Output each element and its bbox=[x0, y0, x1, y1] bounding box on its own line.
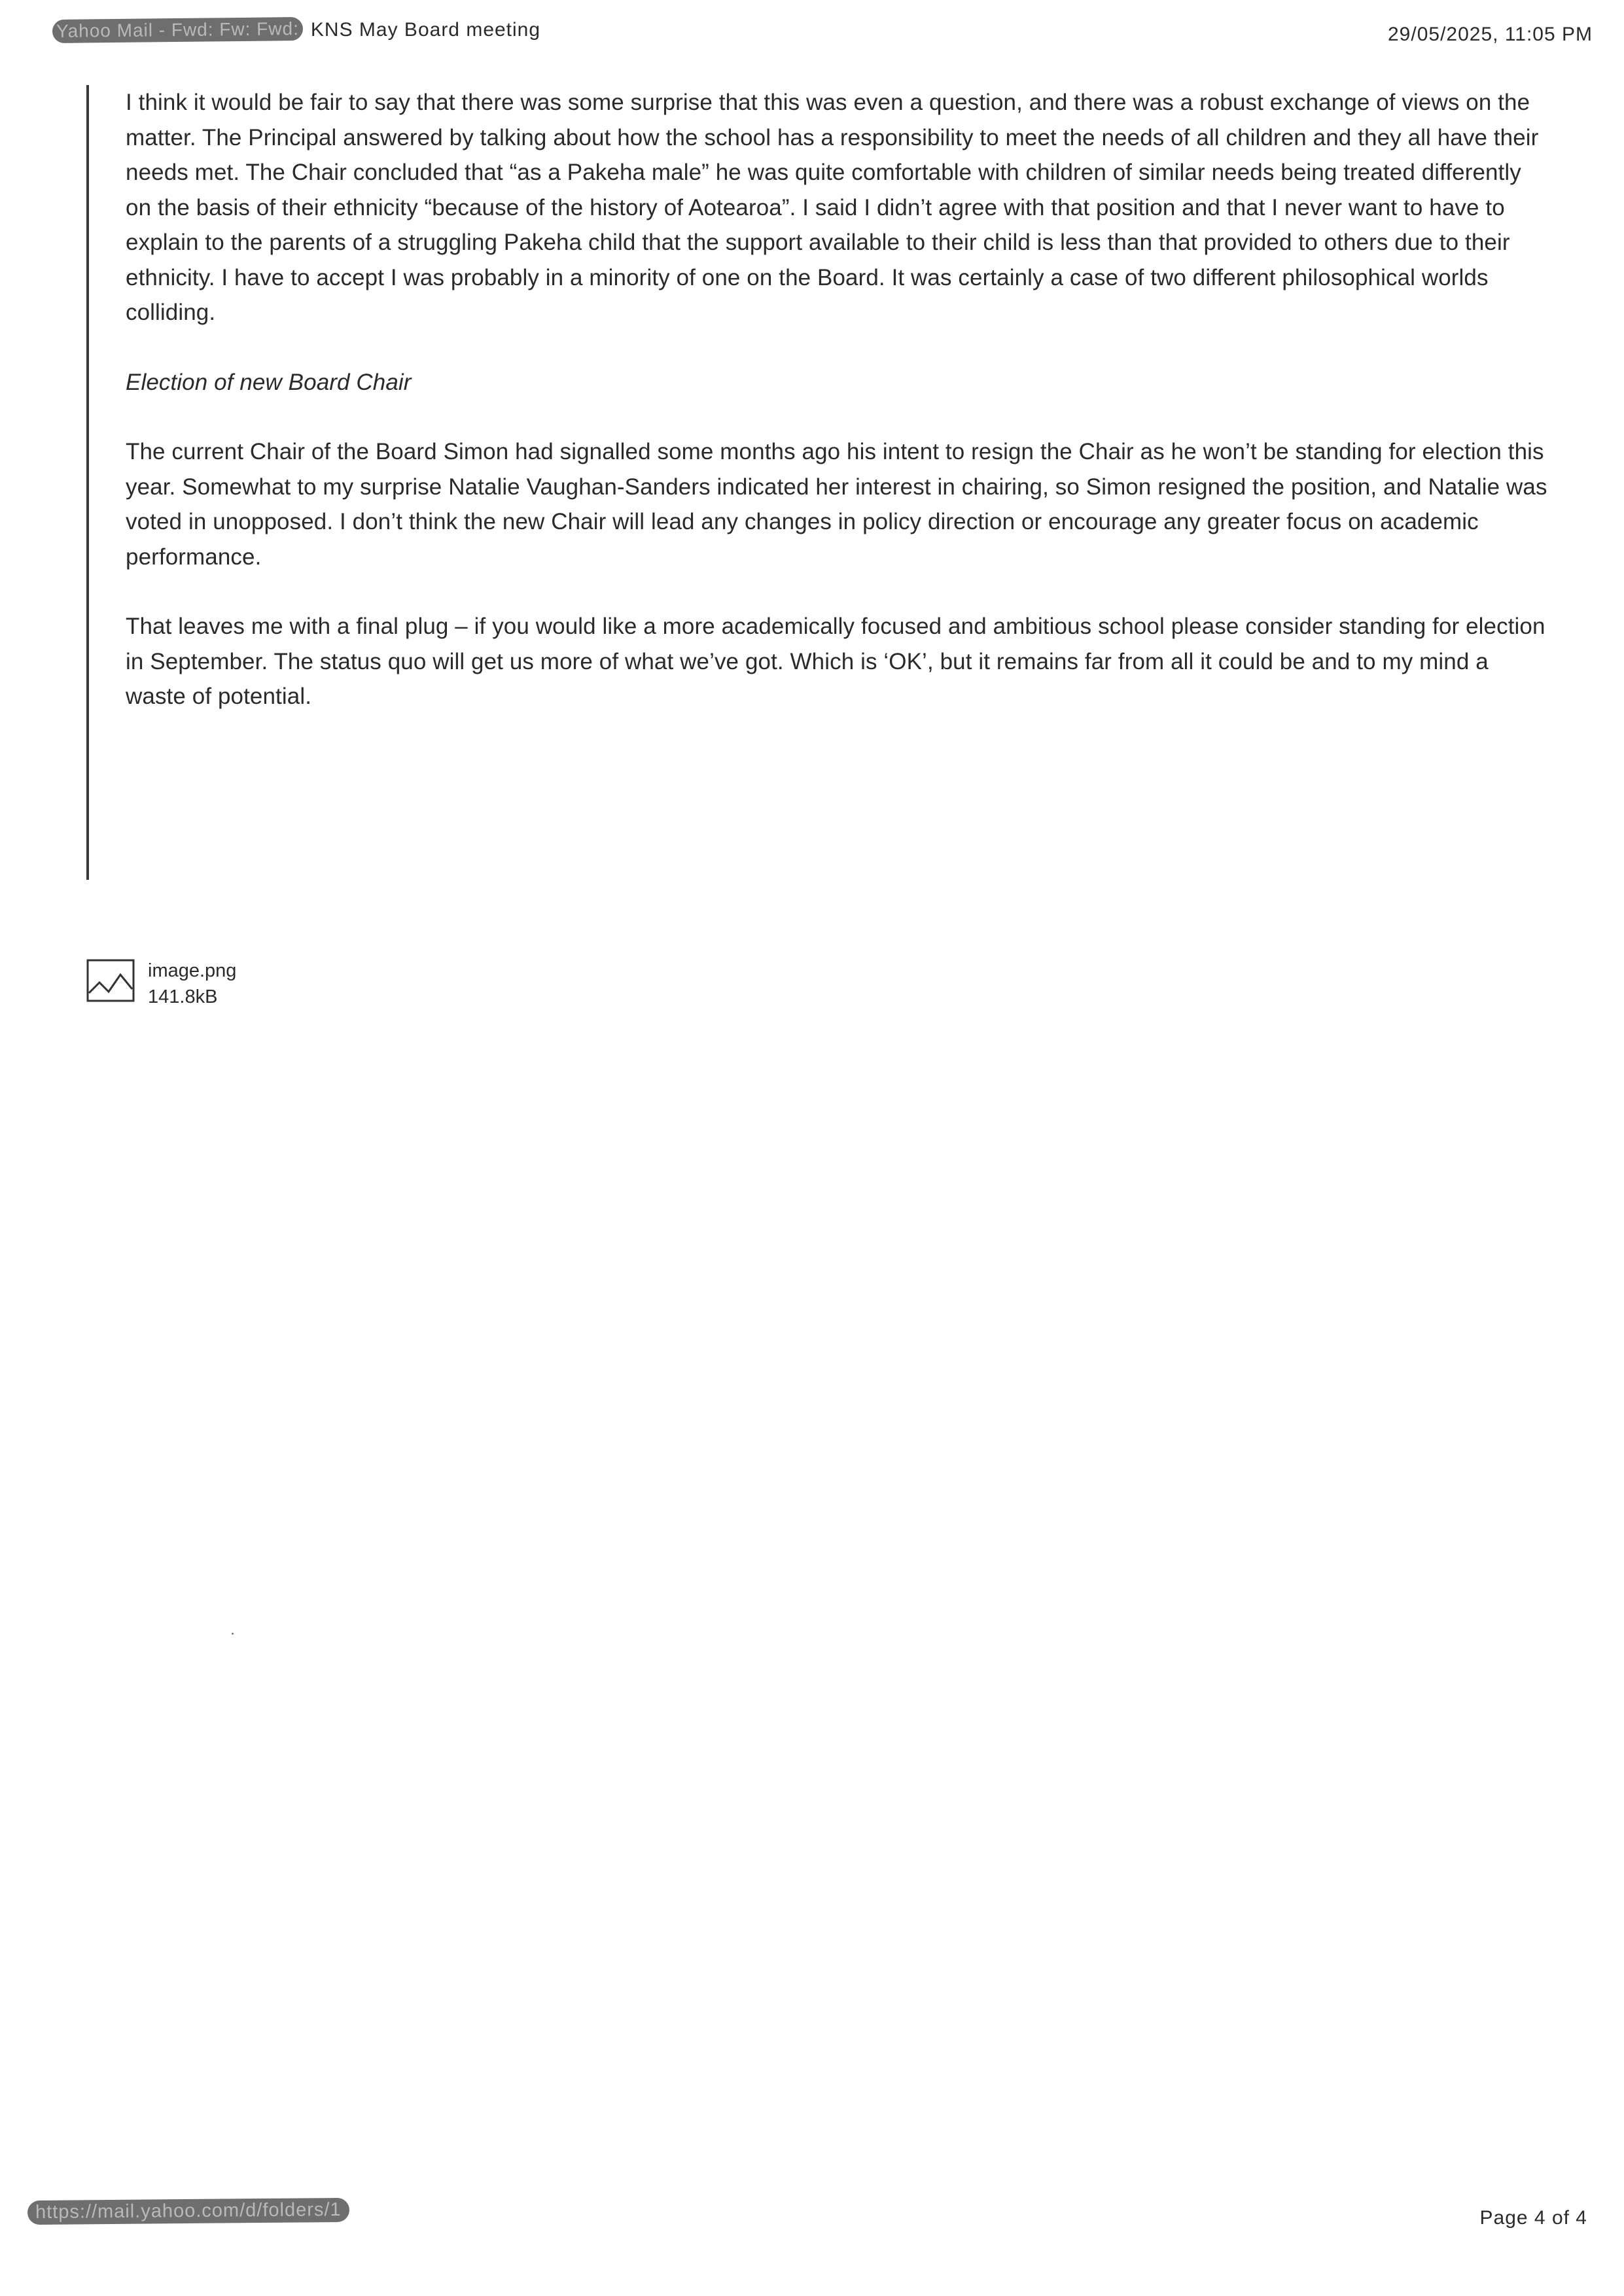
redacted-url: https://mail.yahoo.com/d/folders/1 bbox=[27, 2198, 349, 2225]
redacted-subject-prefix: Yahoo Mail - Fwd: Fw: Fwd: bbox=[52, 17, 303, 43]
body-paragraph-1: I think it would be fair to say that there was some surprise that this was even a question, and there was a robust exchange of views on the matter. The Principal answered by talking about how the school has a responsibility to meet the needs of all children and they all have their needs met. The Chair concluded that “as a Pakeha male” he was quite comfortable with children of similar needs being treated differently on the basis of their ethnicity “because of the history of Aotearoa”. I said I didn’t agree with that position and that I never want to have to explain to the parents of a struggling Pakeha child that the support available to their child is less than that provided to others due to their ethnicity. I have to accept I was probably in a minority of one on the Board. It was certainly a case of two different philosophical worlds colliding. bbox=[126, 90, 1539, 325]
print-datetime: 29/05/2025, 11:05 PM bbox=[1388, 24, 1593, 45]
attachment[interactable] bbox=[86, 959, 236, 1010]
attachment-size: 141.8kB bbox=[148, 986, 218, 1007]
email-subject: KNS May Board meeting bbox=[310, 19, 541, 41]
section-heading: Election of new Board Chair bbox=[126, 369, 412, 395]
print-header bbox=[52, 18, 540, 42]
stray-mark bbox=[232, 1633, 234, 1635]
page-number: Page 4 of 4 bbox=[1479, 2207, 1587, 2229]
body-paragraph-2: The current Chair of the Board Simon had signalled some months ago his intent to resign the Chair as he won’t be standing for election this year. Somewhat to my surprise Natalie Vaughan-Sanders indicated her interest in chairing, so Simon resigned the position, and Natalie was voted in unopposed. I don’t think the new Chair will lead any changes in policy direction or encourage any greater focus on academic performance. bbox=[126, 439, 1547, 570]
email-body bbox=[126, 85, 1552, 714]
quote-bar bbox=[86, 85, 89, 880]
image-icon bbox=[86, 959, 135, 1002]
attachment-info bbox=[148, 958, 236, 1010]
attachment-filename[interactable]: image.png bbox=[148, 960, 237, 981]
body-paragraph-3: That leaves me with a final plug – if you would like a more academically focused and ambitious school please consider standing for election in September. The status quo will get us more of what we’ve got. Which is ‘OK’, but it remains far from all it could be and to my mind a waste of potential. bbox=[126, 614, 1545, 709]
